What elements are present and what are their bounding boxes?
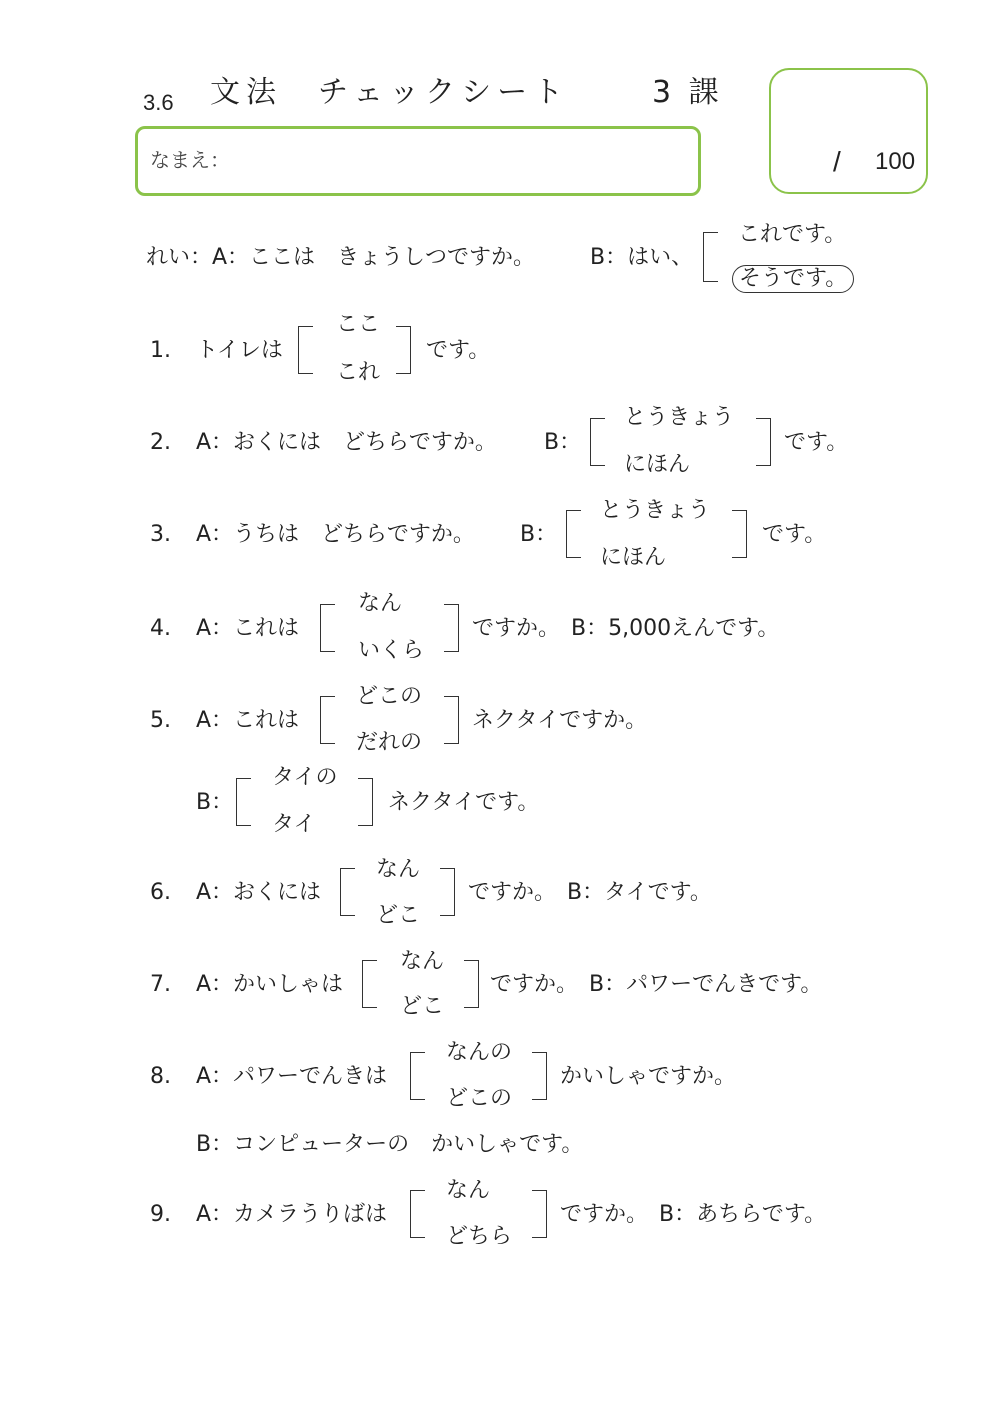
- lesson-label: 3 課: [652, 75, 723, 110]
- bracket-right: [396, 326, 411, 374]
- q6-option-2[interactable]: どこ: [376, 903, 421, 928]
- q1-option-1[interactable]: ここ: [336, 312, 381, 337]
- q3-option-1[interactable]: とうきょう: [600, 498, 711, 523]
- q6-number: 6.: [150, 880, 171, 905]
- example-option-2-circled[interactable]: そうです。: [732, 265, 854, 293]
- q5-number: 5.: [150, 708, 171, 733]
- q3-b-prefix: B：: [520, 522, 558, 547]
- q5-b-option-1[interactable]: タイの: [272, 765, 338, 790]
- q2-b-prefix: B：: [544, 430, 582, 455]
- bracket-right: [756, 418, 771, 466]
- q1-option-2[interactable]: これ: [336, 360, 381, 385]
- bracket-left: [298, 326, 313, 374]
- q9-option-2[interactable]: どちら: [446, 1224, 513, 1249]
- bracket-left: [410, 1052, 425, 1100]
- q2-option-1[interactable]: とうきょう: [624, 405, 735, 430]
- q5-option-1[interactable]: どこの: [356, 684, 423, 709]
- q4-option-2[interactable]: いくら: [358, 638, 425, 663]
- sheet-code: 3.6: [143, 90, 174, 115]
- bracket-right: [532, 1052, 547, 1100]
- q5-b-prefix: B：: [196, 790, 234, 815]
- q8-option-1[interactable]: なんの: [446, 1040, 513, 1065]
- bracket-left: [320, 604, 335, 652]
- q7-after: ですか。 B：パワーでんきです。: [490, 972, 823, 997]
- bracket-right: [464, 960, 479, 1008]
- q8-number: 8.: [150, 1064, 171, 1089]
- q4-after: ですか。 B：5,000えんです。: [472, 616, 780, 641]
- q5-option-2[interactable]: だれの: [356, 730, 423, 755]
- name-label: なまえ：: [150, 148, 230, 172]
- score-box[interactable]: [769, 68, 928, 194]
- bracket-right: [732, 510, 747, 558]
- q6-option-1[interactable]: なん: [376, 857, 421, 882]
- bracket-right: [440, 868, 455, 916]
- q9-option-1[interactable]: なん: [446, 1178, 491, 1203]
- q4-prompt: A：これは: [196, 616, 300, 641]
- q9-after: ですか。 B：あちらです。: [560, 1202, 827, 1227]
- example-question: れい：A：ここは きょうしつですか。: [146, 245, 536, 270]
- q1-prompt: トイレは: [196, 338, 283, 363]
- bracket-left: [320, 696, 335, 744]
- q2-prompt: A：おくには どちらですか。: [196, 430, 497, 455]
- q3-prompt: A：うちは どちらですか。: [196, 522, 475, 547]
- bracket-right: [532, 1190, 547, 1238]
- q2-number: 2.: [150, 430, 171, 455]
- q7-prompt: A：かいしゃは: [196, 972, 344, 997]
- score-total: 100: [875, 148, 916, 175]
- example-option-1[interactable]: これです。: [738, 222, 847, 247]
- q2-option-2[interactable]: にほん: [624, 452, 691, 477]
- q6-prompt: A：おくには: [196, 880, 322, 905]
- name-field[interactable]: [135, 126, 701, 196]
- bracket-left: [340, 868, 355, 916]
- q5-b-option-2[interactable]: タイ: [272, 812, 316, 837]
- bracket-right: [444, 696, 459, 744]
- q6-after: ですか。 B：タイです。: [468, 880, 712, 905]
- q3-after: です。: [762, 522, 827, 547]
- q7-option-2[interactable]: どこ: [400, 994, 445, 1019]
- bracket-right: [444, 604, 459, 652]
- q9-prompt: A：カメラうりばは: [196, 1202, 388, 1227]
- bracket-left: [410, 1190, 425, 1238]
- q2-after: です。: [784, 430, 849, 455]
- q4-option-1[interactable]: なん: [358, 591, 403, 616]
- q5-after: ネクタイですか。: [472, 708, 648, 733]
- example-b-prefix: B：はい、: [590, 245, 694, 270]
- bracket-left: [703, 232, 718, 282]
- q7-number: 7.: [150, 972, 171, 997]
- score-slash: /: [833, 146, 841, 177]
- q9-number: 9.: [150, 1202, 171, 1227]
- bracket-left: [362, 960, 377, 1008]
- q3-option-2[interactable]: にほん: [600, 545, 667, 570]
- q8-after: かいしゃですか。: [560, 1064, 737, 1089]
- q7-option-1[interactable]: なん: [400, 949, 445, 974]
- bracket-left: [236, 778, 251, 826]
- q3-number: 3.: [150, 522, 171, 547]
- bracket-left: [566, 510, 581, 558]
- q5-b-after: ネクタイです。: [388, 790, 540, 815]
- page-title: 文法 チェックシート: [210, 75, 570, 110]
- bracket-right: [358, 778, 373, 826]
- q8-option-2[interactable]: どこの: [446, 1086, 513, 1111]
- q8-prompt: A：パワーでんきは: [196, 1064, 388, 1089]
- bracket-left: [590, 418, 605, 466]
- q8-answer: B：コンピューターの かいしゃです。: [196, 1132, 584, 1157]
- q4-number: 4.: [150, 616, 171, 641]
- q1-number: 1.: [150, 338, 171, 363]
- q5-prompt: A：これは: [196, 708, 300, 733]
- q1-after: です。: [426, 338, 491, 363]
